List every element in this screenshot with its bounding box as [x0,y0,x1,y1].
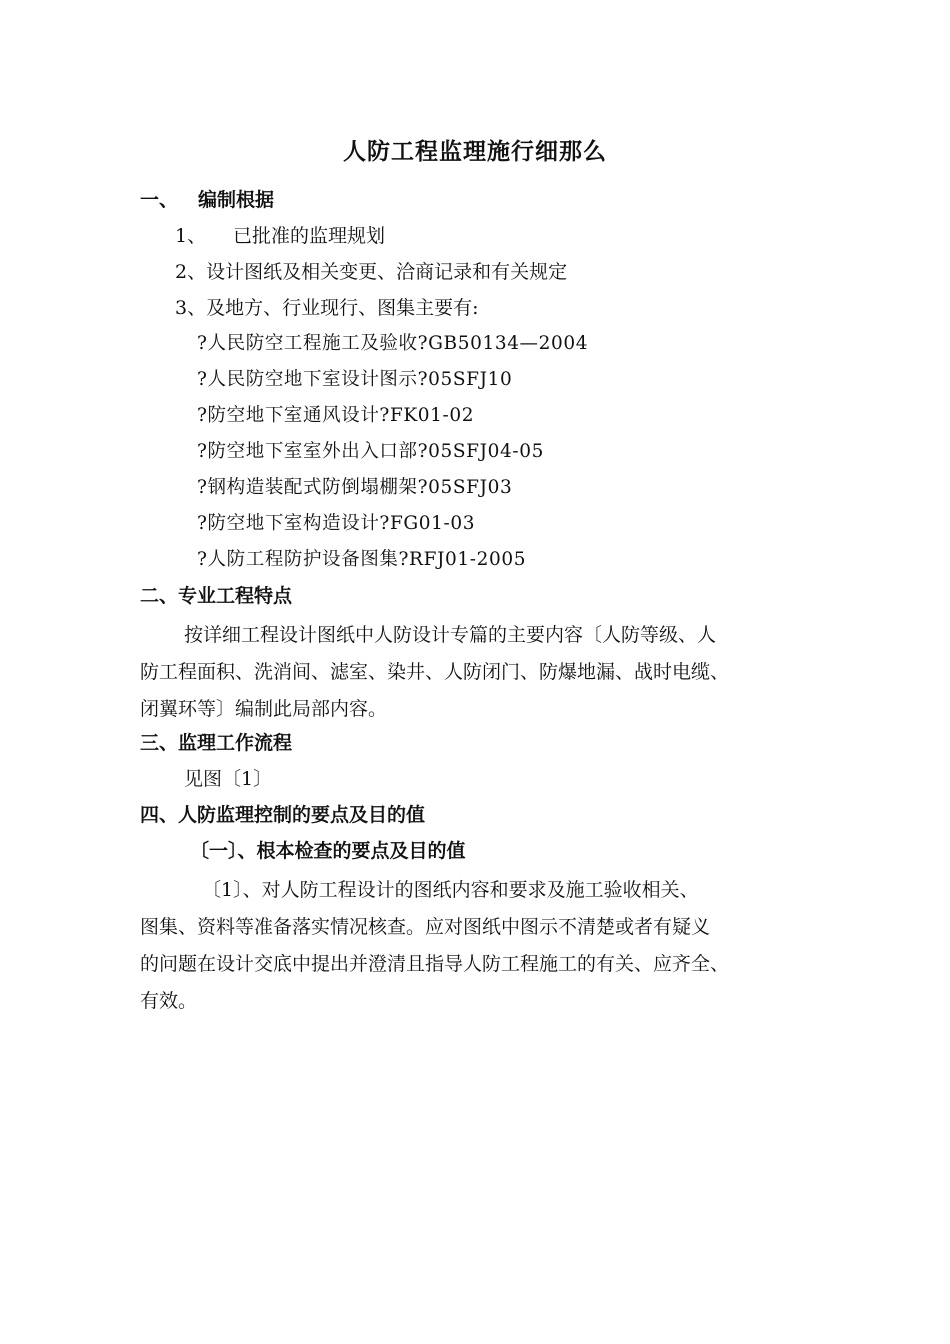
basis-item-3: 3、及地方、行业现行、图集主要有: [175,297,479,319]
standard-item: ?防空地下室室外出入口部?05SFJ04-05 [197,441,544,462]
section2-heading: 二、专业工程特点 [140,585,293,607]
paragraph-line: 闭翼环等〕编制此局部内容。 [140,698,388,720]
section1-title: 编制根据 [198,189,275,211]
standard-item: ?防空地下室构造设计?FG01-03 [197,513,476,534]
paragraph-line: 图集、资料等准备落实情况核查。应对图纸中图示不清楚或者有疑义 [140,916,711,938]
section1-label: 一、 [140,189,179,211]
standard-item: ?防空地下室通风设计?FK01-02 [197,405,475,426]
section1-heading [140,187,274,213]
basis-item-1 [175,223,385,249]
section4-paragraph [140,872,830,1020]
section3-text: 见图〔1〕 [184,768,273,790]
standard-item: ?钢构造装配式防倒塌棚架?05SFJ03 [197,477,513,498]
basis-item-1-text: 已批准的监理规划 [233,225,386,247]
document-title: 人防工程监理施行细那么 [343,138,607,165]
paragraph-line: 〔1〕、对人防工程设计的图纸内容和要求及施工验收相关、 [202,879,699,901]
section4-heading: 四、人防监理控制的要点及目的值 [140,804,426,826]
standard-item: ?人民防空工程施工及验收?GB50134—2004 [197,333,589,354]
standard-item: ?人民防空地下室设计图示?05SFJ10 [197,369,513,390]
standard-item: ?人防工程防护设备图集?RFJ01-2005 [197,549,527,570]
basis-item-2: 2、设计图纸及相关变更、洽商记录和有关规定 [175,261,568,283]
paragraph-line: 有效。 [140,990,198,1012]
paragraph-line: 的问题在设计交底中提出并澄清且指导人防工程施工的有关、应齐全、 [140,953,730,975]
section3-heading: 三、监理工作流程 [140,732,293,754]
basis-item-1-number: 1、 [175,225,207,247]
section4-subheading: 〔一〕、根本检查的要点及目的值 [190,840,466,862]
paragraph-line: 防工程面积、洗消间、滤室、染井、人防闭门、防爆地漏、战时电缆、 [140,661,730,683]
paragraph-line: 按详细工程设计图纸中人防设计专篇的主要内容〔人防等级、人 [184,624,717,646]
section2-paragraph [140,617,830,728]
